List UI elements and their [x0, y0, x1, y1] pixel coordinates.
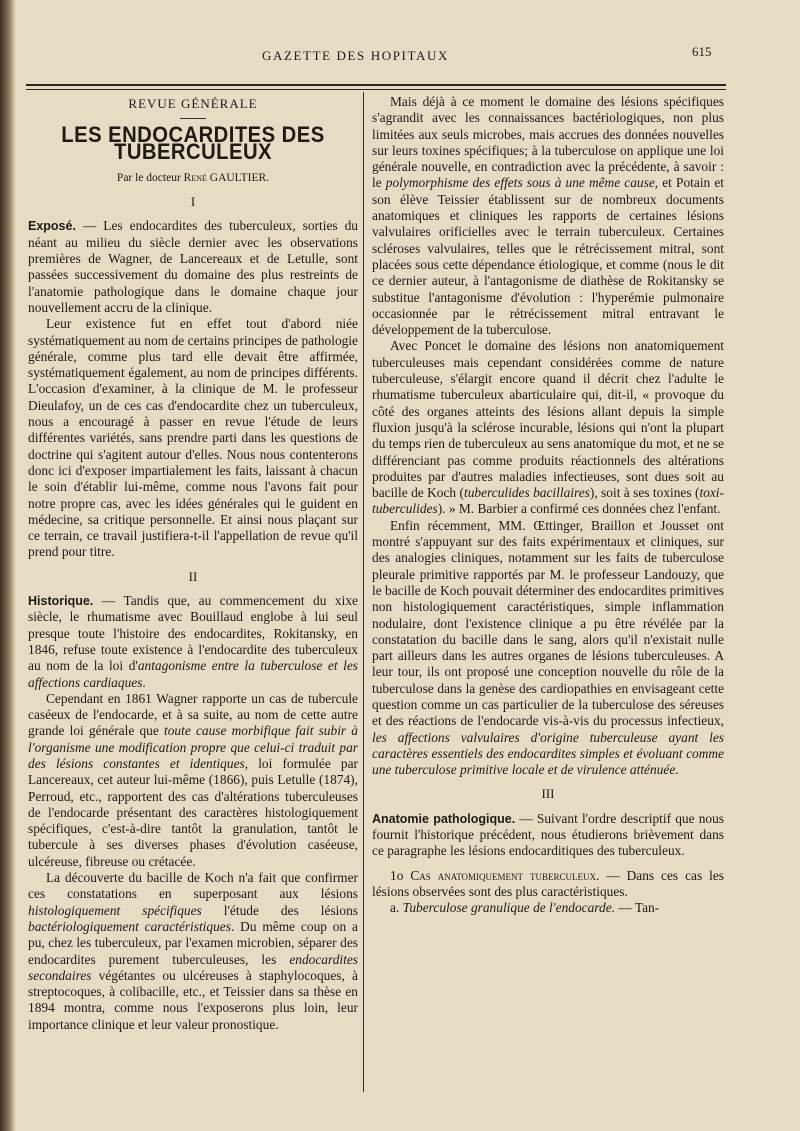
byline-prefix: Par le docteur: [116, 171, 181, 184]
emphasis: endocardites secondaires: [28, 951, 358, 983]
section-number: III: [541, 786, 555, 802]
paragraph: [372, 900, 724, 916]
paragraph-text: ). » M. Barbier a confirmé ces données chez l'enfant.: [437, 501, 721, 517]
paragraph-text: , et Potain et son élève Teissier établissent sur de nombreux documents anatomiques et cliniques les rapports de certaines lésions valvulaires orificielles avec le terrain tuberculeux. Certaines scléroses valvulaires, telles que le rétrécissement mitral, sont placées sous cette dépendance étiologique, et comme (nous le dit ce dernier auteur, à l'antagonisme de diathèse de Rokitansky se substitue l'antagonisme d'évolution : l'hyperémie pulmonaire occasionnée par le rétrécissement mitral entravant le développement de la tuberculose.: [372, 175, 725, 338]
paragraph: [372, 868, 724, 901]
right-column: [372, 94, 724, 917]
emphasis: Tuberculose granulique de l'endocarde.: [402, 900, 616, 916]
article-title: LES ENDOCARDITES DES TUBERCULEUX: [61, 122, 325, 164]
header-rule-thick: [26, 84, 726, 86]
paragraph-lead: Anatomie pathologique.: [372, 811, 516, 826]
paragraph-text: ), soit à ses toxines (: [589, 485, 700, 501]
subheading: Cas anatomiquement tuberculeux.: [410, 867, 600, 883]
emphasis: toute cause morbifique fait subir à l'organisme une modification propre que celui-ci traduit par des lésions constantes et identiques: [28, 723, 359, 771]
emphasis: toxi-tuberculides: [372, 485, 724, 517]
paragraph-text: — Tan-: [615, 900, 660, 916]
short-rule: [180, 118, 206, 119]
emphasis: polymorphisme des effets sous à une même cause: [385, 175, 655, 191]
paragraph: [28, 218, 358, 316]
paragraph: [372, 811, 724, 860]
paragraph-text: végétantes ou ulcéreuses à staphylocoques, à streptocoques, à colibacille, etc., et Teissier dans sa thèse en 1894 montra, comme nous l'exposerons plus loin, leur importance clinique et leur valeur pronostique.: [28, 967, 358, 1032]
paragraph-text: — Les endocardites des tuberculeux, sorties du néant au milieu du siècle dernier avec les observations premières de Wagner, de Lancereaux et de Letulle, sont passées successivement du domaine des plus restreints de l'anatomie pathologique dans le domaine chaque jour nouvellement accru de la clinique.: [28, 218, 358, 315]
paragraph-text: La découverte du bacille de Koch n'a fait que confirmer ces constatations en superposant aux lésions: [28, 870, 358, 902]
list-number: 1o: [390, 867, 411, 883]
page-number: 615: [692, 44, 712, 59]
list-number: a.: [390, 900, 403, 916]
paragraph: [28, 870, 358, 1033]
section-label: REVUE GÉNÉRALE: [128, 96, 258, 111]
emphasis: antagonisme entre la tuberculose et les affections cardiaques: [28, 658, 359, 690]
paragraph-lead: Exposé.: [28, 219, 76, 234]
section-number: I: [190, 194, 196, 210]
emphasis: tuberculides bacillaires: [463, 485, 590, 501]
paragraph-text: — Suivant l'ordre descriptif que nous fournit l'historique précédent, nous étudierons brièvement dans ce paragraphe les lésions endocarditiques des tuberculeux.: [372, 810, 724, 859]
emphasis: bactériologiquement caractéristiques: [28, 918, 231, 934]
paragraph-text: Mais déjà à ce moment le domaine des lésions spécifiques s'agrandit avec les connaissances bactériologiques, non plus limitées aux seuls microbes, mais accrues des données nouvelles sur leurs toxines spécifiques; à la tuberculose on applique une loi générale nouvelle, en contradiction avec la précédente, à savoir : le: [372, 94, 724, 191]
left-column: [28, 94, 358, 1033]
emphasis: les affections valvulaires d'origine tuberculeuse ayant les caractères essentiels des endocardites simples et évoluant comme une tuberculose primitive locale et de virulence atténuée: [372, 729, 724, 778]
paragraph: [28, 691, 358, 870]
paragraph: [372, 94, 724, 338]
header-rule-thin: [26, 89, 726, 90]
paragraph-text: — Tandis que, au commencement du xixe siècle, le rhumatisme avec Bouillaud englobe à lui seul presque toute l'histoire des endocardites, Rokitansky, en 1846, refuse toute existence à l'endocardite des tuberculeux au nom de la loi d': [28, 593, 358, 674]
column-rule: [363, 92, 364, 1092]
paragraph: [372, 338, 724, 517]
paragraph-text: Cependant en 1861 Wagner rapporte un cas de tubercule caséeux de l'endocarde, et à sa suite, au nom de cette autre grande loi générale que: [28, 690, 358, 739]
paragraph: [372, 518, 724, 779]
paragraph-text: Avec Poncet le domaine des lésions non anatomiquement tuberculeuses mais cependant considérées comme de nature tuberculeuse, s'élargit encore quand il décrit chez l'adulte le rhumatisme tuberculeux abarticulaire qui, dit-il, « provoque du côté des organes atteints des lésions allant depuis la simple fluxion jusqu'à la sclérose incurable, lésions qui n'ont la plupart du temps rien de tuberculeux au sens anatomique du mot, et ne se différenciant pas comme produits réactionnels des altérations produites par d'autres maladies infectieuses, sont dues soit au bacille de Koch (: [372, 338, 724, 501]
paragraph-text: .: [142, 674, 146, 690]
section-number: II: [188, 568, 198, 584]
paragraph-text: . Du même coup on a pu, chez les tuberculeux, par l'examen microbien, séparer des endocardites purement tuberculeuses, les: [28, 918, 358, 967]
paragraph-text: — Dans ces cas les lésions observées sont des plus caractéristiques.: [372, 867, 724, 899]
paragraph: Leur existence fut en effet tout d'abord niée systématiquement au nom de certains principes de pathologie générale, comme plus tard elle devait être affirmée, systématiquement également, au nom de principes différents. L'occasion d'examiner, à la clinique de M. le professeur Dieulafoy, un de ces cas d'endocardite chez un tuberculeux, nous a encouragé à passer en revue l'étude de leurs différentes variétés, sans prendre parti dans les questions de doctrine qui s'agitent autour d'elles. Nous nous contenterons donc ici d'exposer impartialement les faits, laissant à chacun le soin d'établir lui-même, comme nous l'avons fait pour notre propre cas, avec les idées générales qui le guident en médecine, sa critique personnelle. Et ainsi nous plaçant sur ce terrain, ce travail justifiera-t-il l'appellation de revue qu'il prend pour titre.: [28, 316, 358, 560]
paragraph: [28, 593, 358, 691]
paragraph-lead: Historique.: [28, 594, 94, 609]
paragraph-text: , loi formulée par Lancereaux, cet auteur lui-même (1866), puis Letulle (1874), Perroud, etc., rapportent des cas d'altérations tuberculeuses de l'endocarde présentant des caractères histologiquement spécifiques, c'est-à-dire tantôt la granulation, tantôt le tubercule à ses diverses phases d'évolution caséeuse, ulcéreuse, fibreuse ou crétacée.: [28, 755, 358, 869]
author-name: René GAULTIER.: [183, 171, 270, 184]
paragraph-text: .: [675, 762, 679, 778]
paragraph-text: Enfin récemment, MM. Œttinger, Braillon et Jousset ont montré s'appuyant sur des faits expérimentaux et cliniques, sur des analogies cliniques, notamment sur les faits de tuberculose pleurale primitive rapportés par M. le professeur Landouzy, que le bacille de Koch pouvait déterminer des endocardites primitives non histologiquement caractéristiques, simple inflammation nodulaire, dont l'existence clinique a pu être révélée par la constatation du bacille dans le sang, alors qu'il n'existait nulle part ailleurs dans les autres organes de lésions tuberculeuses. A leur tour, ils ont proposé une conception nouvelle du rôle de la tuberculose dans la genèse des cardiopathies en envisageant cette question comme un cas particulier de la tuberculose des séreuses et des réactions de l'endocarde vis-à-vis du processus infectieux,: [372, 517, 724, 729]
paragraph-text: l'étude des lésions: [201, 902, 358, 918]
emphasis: histologiquement spécifiques: [28, 902, 202, 918]
book-spine-shadow: [0, 0, 16, 1131]
byline: [28, 170, 358, 186]
running-header: GAZETTE DES HOPITAUX: [262, 48, 449, 63]
